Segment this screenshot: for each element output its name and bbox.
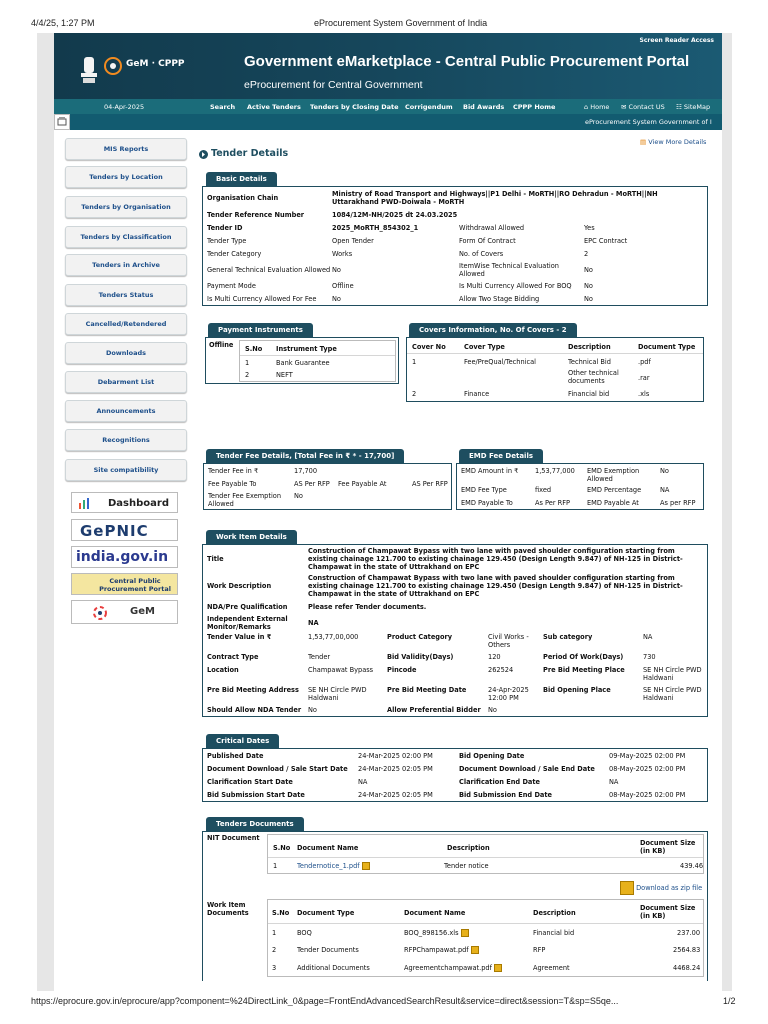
work-doc1-type: BOQ (297, 929, 312, 937)
nav-bar (54, 99, 722, 114)
work-docs-sno-header: S.No (272, 909, 290, 917)
tender-value-label: Tender Value in ₹ (207, 633, 272, 641)
nit-divider (268, 857, 703, 858)
nit-doc-link[interactable]: Tendernotice_1.pdf (297, 862, 360, 870)
gepnic-logo[interactable] (71, 519, 178, 541)
work-doc1-name[interactable] (404, 929, 469, 937)
multi-currency-fee-label: Is Multi Currency Allowed For Fee (207, 295, 317, 303)
gepnic-label: GePNIC (80, 522, 149, 540)
nav-search[interactable]: Search (210, 103, 236, 111)
gte-allowed-value: No (332, 266, 341, 274)
fee-payable-to-value: AS Per RFP (294, 480, 330, 488)
tab-covers-information: Covers Information, No. Of Covers - 2 (409, 323, 577, 337)
sidebar-announcements[interactable]: Announcements (65, 400, 187, 422)
payment-mode-offline: Offline (209, 341, 234, 349)
work-desc-value: Construction of Champawat Bypass with two lane with paved shoulder configuration starting from existing chainage 121.700 to existing chainage 129.450 (Design Length 9.847) of NH-125 in District-Champawat in the state of Uttrakhand on EPC (308, 574, 683, 598)
work-doc2-type: Tender Documents (297, 946, 359, 954)
cover-doctype-header: Document Type (638, 343, 696, 351)
work-docs-size-header: Document Size (in KB) (640, 904, 696, 920)
bid-opening-place-value: SE NH Circle PWD Haldwani (643, 686, 702, 702)
work-doc1-link[interactable]: BOQ_898156.xls (404, 929, 459, 937)
ite-allowed-value: No (584, 266, 593, 274)
two-stage-bidding-value: No (584, 295, 593, 303)
print-icon[interactable] (54, 114, 70, 130)
multi-currency-boq-label: Is Multi Currency Allowed For BOQ (459, 282, 572, 290)
sidebar-recognitions[interactable]: Recognitions (65, 429, 187, 451)
nav-contact[interactable] (621, 103, 665, 111)
nav-tenders-by-closing-date[interactable]: Tenders by Closing Date (310, 103, 399, 111)
preferential-bidder-label: Allow Preferential Bidder (387, 706, 481, 714)
work-doc2-name[interactable] (404, 946, 479, 954)
view-more-label: View More Details (648, 138, 707, 146)
emd-exemption-label: EMD Exemption Allowed (587, 467, 640, 483)
pre-bid-address-label: Pre Bid Meeting Address (207, 686, 299, 694)
cover-no-header: Cover No (412, 343, 446, 351)
location-value: Champawat Bypass (308, 666, 374, 674)
sidebar-site-compatibility[interactable]: Site compatibility (65, 459, 187, 481)
gte-allowed-label: General Technical Evaluation Allowed (207, 266, 331, 274)
doc-download-start-label: Document Download / Sale Start Date (207, 765, 348, 773)
instrument-row2-sno: 2 (245, 371, 250, 379)
home-icon: ⌂ (584, 103, 589, 111)
work-doc3-name[interactable] (404, 964, 502, 972)
tab-basic-details: Basic Details (206, 172, 277, 186)
bid-submission-start-value: 24-Mar-2025 02:05 PM (358, 791, 433, 799)
nav-cppp-home[interactable]: CPPP Home (513, 103, 556, 111)
tab-tender-documents: Tenders Documents (206, 817, 304, 831)
work-docs-desc-header: Description (533, 909, 576, 917)
tender-category-label: Tender Category (207, 250, 262, 258)
nav-active-tenders[interactable]: Active Tenders (247, 103, 301, 111)
tender-ref-label: Tender Reference Number (207, 211, 305, 219)
form-of-contract-label: Form Of Contract (459, 237, 516, 245)
instrument-type-header: Instrument Type (276, 345, 337, 353)
tender-id-value: 2025_MoRTH_854302_1 (332, 224, 419, 232)
org-chain-value: Ministry of Road Transport and Highways||P1 Delhi - MoRTH||RO Dehradun - MoRTH||NH Uttarakhand PWD-Doiwala - MoRTH (332, 190, 658, 206)
document-icon: ▤ (640, 138, 647, 146)
file-icon (494, 964, 502, 972)
gem-logo[interactable] (71, 600, 178, 624)
gem-logo-icon (104, 57, 122, 75)
nav-home[interactable] (584, 103, 609, 111)
cover-row1-doctype: .pdf (638, 358, 651, 366)
nit-row-desc: Tender notice (444, 862, 489, 870)
multi-currency-boq-value: No (584, 282, 593, 290)
work-doc3-desc: Agreement (533, 964, 570, 972)
emd-percentage-value: NA (660, 486, 670, 494)
tender-value-value: 1,53,77,00,000 (308, 633, 359, 641)
bid-submission-end-value: 08-May-2025 02:00 PM (609, 791, 686, 799)
bid-opening-date-value: 09-May-2025 02:00 PM (609, 752, 686, 760)
portal-title: Government eMarketplace - Central Public Procurement Portal (244, 53, 690, 70)
payment-mode-label: Payment Mode (207, 282, 256, 290)
pre-bid-place-value: SE NH Circle PWD Haldwani (643, 666, 702, 682)
external-monitor-value: NA (308, 619, 319, 627)
nda-tender-value: No (308, 706, 317, 714)
fee-exemption-value: No (294, 492, 303, 500)
form-of-contract-value: EPC Contract (584, 237, 628, 245)
tender-fee-label: Tender Fee in ₹ (208, 467, 259, 475)
instrument-divider (240, 355, 395, 356)
sidebar-tenders-by-organisation[interactable]: Tenders by Organisation (65, 196, 187, 218)
arrow-circle-icon (199, 150, 208, 159)
nav-sitemap[interactable] (676, 103, 710, 111)
work-title-label: Title (207, 555, 224, 563)
bid-validity-label: Bid Validity(Days) (387, 653, 454, 661)
work-doc3-sno: 3 (272, 964, 277, 972)
cover-row1-no: 1 (412, 358, 417, 366)
current-date: 04-Apr-2025 (104, 103, 145, 111)
view-more-link[interactable] (640, 138, 706, 146)
sidebar-tenders-status[interactable]: Tenders Status (65, 284, 187, 306)
doc-download-end-label: Document Download / Sale End Date (459, 765, 595, 773)
nit-desc-header: Description (447, 844, 490, 852)
india-gov-label: india.gov.in (76, 549, 169, 565)
work-doc1-desc: Financial bid (533, 929, 575, 937)
work-doc3-size: 4468.24 (673, 964, 701, 972)
pre-bid-place-label: Pre Bid Meeting Place (543, 666, 625, 674)
emblem-icon (78, 55, 100, 85)
doc-download-end-value: 08-May-2025 02:00 PM (609, 765, 686, 773)
nit-row-size: 439.46 (680, 862, 704, 870)
bid-submission-end-label: Bid Submission End Date (459, 791, 552, 799)
org-chain-label: Organisation Chain (207, 194, 279, 202)
cppp-label: Central Public Procurement Portal (99, 577, 171, 593)
nav-sitemap-label: SiteMap (683, 103, 711, 111)
download-zip-link[interactable] (620, 881, 702, 895)
emd-payable-at-value: As per RFP (660, 499, 696, 507)
sitemap-icon: ☷ (676, 103, 682, 111)
nav-home-label: Home (590, 103, 610, 111)
pre-bid-address-value: SE NH Circle PWD Haldwani (308, 686, 367, 702)
fee-exemption-label: Tender Fee Exemption Allowed (208, 492, 281, 508)
withdrawal-label: Withdrawal Allowed (459, 224, 525, 232)
dashboard-label: Dashboard (108, 498, 169, 509)
pre-bid-date-label: Pre Bid Meeting Date (387, 686, 467, 694)
site-header (54, 33, 722, 99)
preferential-bidder-value: No (488, 706, 497, 714)
instrument-sno-header: S.No (245, 345, 263, 353)
emd-payable-to-value: As Per RFP (535, 499, 570, 507)
emd-exemption-value: No (660, 467, 669, 475)
bid-submission-start-label: Bid Submission Start Date (207, 791, 305, 799)
nda-prequal-value: Please refer Tender documents. (308, 603, 427, 611)
work-docs-name-header: Document Name (404, 909, 466, 917)
tab-critical-dates: Critical Dates (206, 734, 279, 748)
sidebar-cancelled-retendered[interactable]: Cancelled/Retendered (65, 313, 187, 335)
file-icon (362, 862, 370, 870)
sidebar-tenders-by-classification[interactable]: Tenders by Classification (65, 226, 187, 248)
nit-sno-header: S.No (273, 844, 291, 852)
mail-icon: ✉ (621, 103, 627, 111)
pre-bid-date-value: 24-Apr-2025 12:00 PM (488, 686, 529, 702)
tab-tender-fee: Tender Fee Details, [Total Fee in ₹ * - 17,700] (206, 449, 404, 463)
emd-percentage-label: EMD Percentage (587, 486, 642, 494)
emd-payable-at-label: EMD Payable At (587, 499, 639, 507)
nav-corrigendum[interactable]: Corrigendum (405, 103, 453, 111)
sidebar-mis-reports[interactable]: MIS Reports (65, 138, 187, 160)
ite-allowed-label: ItemWise Technical Evaluation Allowed (459, 262, 559, 278)
cover-row2-desc: Other technical documents (568, 369, 619, 385)
period-of-work-label: Period Of Work(Days) (543, 653, 624, 661)
sidebar-tenders-by-location[interactable]: Tenders by Location (65, 166, 187, 188)
fee-payable-at-value: AS Per RFP (412, 480, 448, 488)
withdrawal-value: Yes (584, 224, 595, 232)
tender-category-value: Works (332, 250, 353, 258)
external-monitor-label: Independent External Monitor/Remarks (207, 615, 288, 631)
work-doc2-sno: 2 (272, 946, 277, 954)
doc-download-start-value: 24-Mar-2025 02:05 PM (358, 765, 433, 773)
sidebar-debarment-list[interactable]: Debarment List (65, 371, 187, 393)
fee-payable-at-label: Fee Payable At (338, 480, 387, 488)
file-icon (471, 946, 479, 954)
product-category-value: Civil Works - Others (488, 633, 529, 649)
instrument-row1-sno: 1 (245, 359, 250, 367)
cover-row3-desc: Financial bid (568, 390, 610, 398)
work-doc2-size: 2564.83 (673, 946, 701, 954)
work-doc1-sno: 1 (272, 929, 277, 937)
work-doc2-link[interactable]: RFPChampawat.pdf (404, 946, 469, 954)
print-datetime: 4/4/25, 1:27 PM (31, 18, 95, 28)
fee-payable-to-label: Fee Payable To (208, 480, 257, 488)
work-docs-divider (268, 923, 703, 924)
published-date-value: 24-Mar-2025 02:00 PM (358, 752, 433, 760)
emd-amount-value: 1,53,77,000 (535, 467, 575, 475)
pincode-label: Pincode (387, 666, 417, 674)
tender-ref-value: 1084/12M-NH/2025 dt 24.03.2025 (332, 211, 458, 219)
download-zip-label: Download as zip file (636, 884, 703, 892)
cover-row1-desc: Technical Bid (568, 358, 611, 366)
cover-row2-doctype: .rar (638, 374, 650, 382)
nit-document-label: NIT Document (207, 834, 260, 842)
nit-row-docname[interactable] (297, 862, 370, 870)
print-title: eProcurement System Government of India (314, 18, 488, 28)
bid-validity-value: 120 (488, 653, 501, 661)
no-of-covers-label: No. of Covers (459, 250, 504, 258)
period-of-work-value: 730 (643, 653, 656, 661)
work-doc2-desc: RFP (533, 946, 546, 954)
pincode-value: 262524 (488, 666, 514, 674)
work-docs-type-header: Document Type (297, 909, 355, 917)
sidebar-tenders-in-archive[interactable]: Tenders in Archive (65, 254, 187, 276)
instrument-row2-type: NEFT (276, 371, 293, 379)
two-stage-bidding-label: Allow Two Stage Bidding (459, 295, 540, 303)
contract-type-value: Tender (308, 653, 331, 661)
work-desc-label: Work Description (207, 582, 272, 590)
instrument-row1-type: Bank Guarantee (276, 359, 330, 367)
payment-mode-value: Offline (332, 282, 354, 290)
no-of-covers-value: 2 (584, 250, 589, 258)
tender-fee-value: 17,700 (294, 467, 318, 475)
product-category-label: Product Category (387, 633, 453, 641)
dashboard-logo[interactable] (71, 492, 178, 513)
cover-row1-type: Fee/PreQual/Technical (464, 358, 536, 366)
cover-type-header: Cover Type (464, 343, 505, 351)
print-page-number: 1/2 (723, 996, 736, 1006)
emd-payable-to-label: EMD Payable To (461, 499, 513, 507)
cover-row3-no: 2 (412, 390, 417, 398)
sub-category-value: NA (643, 633, 653, 641)
page-title: Tender Details (211, 148, 289, 159)
india-gov-logo[interactable] (71, 546, 178, 568)
work-doc3-link[interactable]: Agreementchampawat.pdf (404, 964, 492, 972)
clarification-end-value: NA (609, 778, 619, 786)
portal-subtitle: eProcurement for Central Government (244, 79, 423, 91)
gem-star-icon (92, 605, 108, 621)
nda-tender-label: Should Allow NDA Tender (207, 706, 302, 714)
nav-contact-label: Contact US (628, 103, 665, 111)
tender-type-label: Tender Type (207, 237, 247, 245)
sidebar-downloads[interactable]: Downloads (65, 342, 187, 364)
gem-logo-label: GeM (130, 606, 155, 617)
screen-reader-link[interactable]: Screen Reader Access (639, 37, 714, 44)
tab-payment-instruments: Payment Instruments (208, 323, 313, 337)
bar-chart-icon (78, 497, 92, 509)
gem-brand: GeM · CPPP (126, 59, 185, 69)
nit-size-header: Document Size (in KB) (640, 839, 696, 855)
clarification-end-label: Clarification End Date (459, 778, 540, 786)
clarification-start-value: NA (358, 778, 368, 786)
published-date-label: Published Date (207, 752, 264, 760)
cover-row3-type: Finance (464, 390, 490, 398)
zip-icon (620, 881, 634, 895)
tab-work-item-details: Work Item Details (206, 530, 297, 544)
nit-docname-header: Document Name (297, 844, 359, 852)
print-url: https://eprocure.gov.in/eprocure/app?component=%24DirectLink_0&page=FrontEndAdvancedSearchResult&service=direct&session=T&sp=S5qe... (31, 996, 619, 1006)
covers-divider (407, 353, 703, 354)
tab-emd-fee: EMD Fee Details (459, 449, 543, 463)
tender-type-value: Open Tender (332, 237, 374, 245)
ticker-text: eProcurement System Government of I (585, 118, 712, 126)
emd-amount-label: EMD Amount in ₹ (461, 467, 519, 475)
file-icon (461, 929, 469, 937)
work-title-value: Construction of Champawat Bypass with two lane with paved shoulder configuration starting from existing chainage 121.700 to existing chainage 129.450 (Design Length 9.847) of NH-125 in District-Champawat in the state of Uttrakhand on EPC (308, 547, 683, 571)
cover-row3-doctype: .xls (638, 390, 650, 398)
nav-bid-awards[interactable]: Bid Awards (463, 103, 505, 111)
bid-opening-place-label: Bid Opening Place (543, 686, 611, 694)
clarification-start-label: Clarification Start Date (207, 778, 293, 786)
sub-category-label: Sub category (543, 633, 593, 641)
contract-type-label: Contract Type (207, 653, 259, 661)
location-label: Location (207, 666, 239, 674)
bid-opening-date-label: Bid Opening Date (459, 752, 525, 760)
tender-id-label: Tender ID (207, 224, 243, 232)
ticker-bar (54, 114, 722, 130)
work-doc3-type: Additional Documents (297, 964, 370, 972)
cppp-logo[interactable] (71, 573, 178, 595)
nit-row-sno: 1 (273, 862, 278, 870)
emd-fee-type-label: EMD Fee Type (461, 486, 507, 494)
emd-fee-type-value: fixed (535, 486, 552, 494)
work-doc1-size: 237.00 (677, 929, 701, 937)
work-item-docs-label: Work Item Documents (207, 901, 249, 917)
cover-desc-header: Description (568, 343, 611, 351)
multi-currency-fee-value: No (332, 295, 341, 303)
nda-prequal-label: NDA/Pre Qualification (207, 603, 288, 611)
